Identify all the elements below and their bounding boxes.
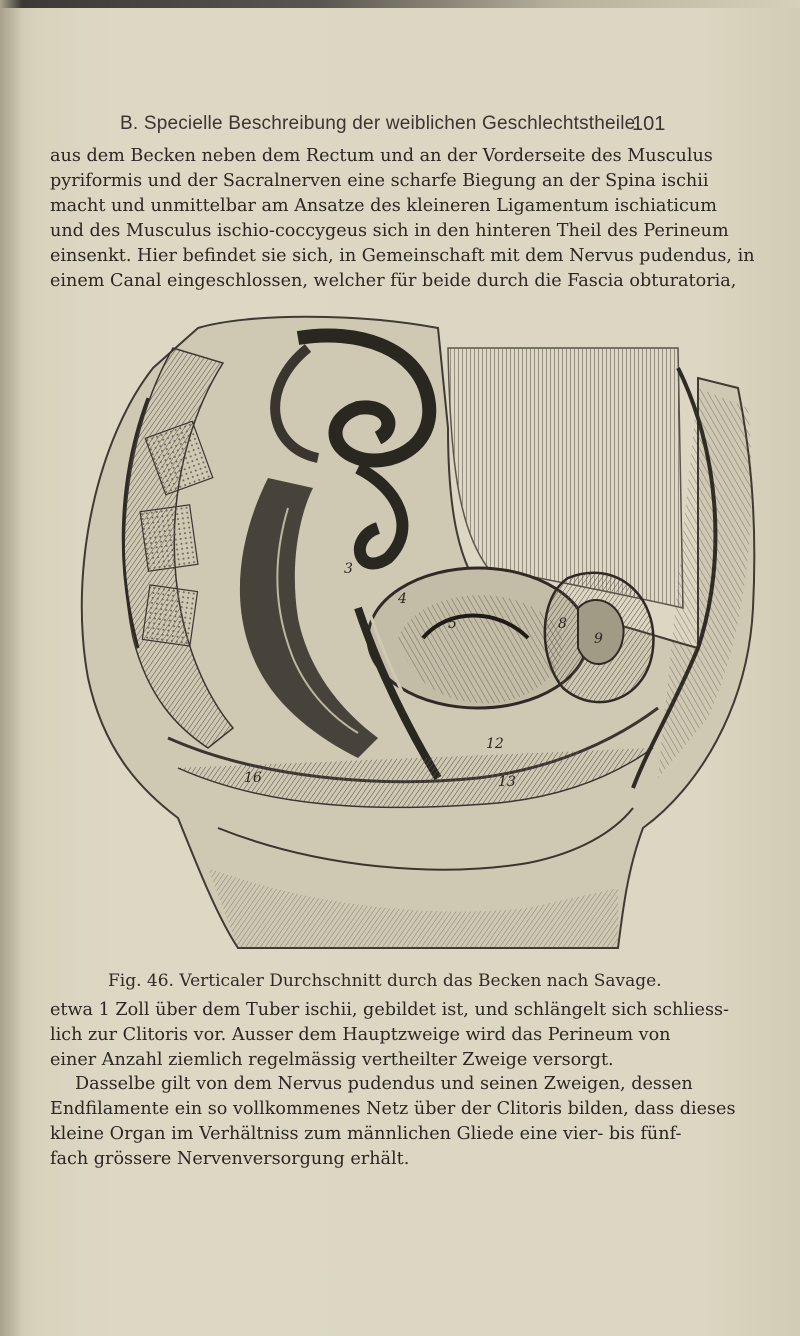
text-line: etwa 1 Zoll über dem Tuber ischii, gebildet ist, und schlängelt sich schliess-	[50, 1000, 729, 1020]
text-line: aus dem Becken neben dem Rectum und an der Vorderseite des Musculus	[50, 146, 713, 166]
text-line: fach grössere Nervenversorgung erhält.	[50, 1149, 410, 1169]
text-line: Endfilamente ein so vollkommenes Netz über der Clitoris bilden, dass dieses	[50, 1099, 736, 1119]
paragraph-after-figure	[50, 998, 729, 1073]
figure-label: 8	[558, 616, 567, 632]
paragraph-before-figure	[50, 144, 755, 294]
text-line: pyriformis und der Sacralnerven eine scharfe Biegung an der Spina ischii	[50, 171, 709, 191]
text-line: macht und unmittelbar am Ansatze des kleineren Ligamentum ischiaticum	[50, 196, 717, 216]
figure-label: 5	[448, 616, 457, 632]
text-line: und des Musculus ischio-coccygeus sich in den hinteren Theil des Perineum	[50, 221, 729, 241]
text-line: einsenkt. Hier befindet sie sich, in Gemeinschaft mit dem Nervus pudendus, in	[50, 246, 755, 266]
anatomical-figure	[58, 308, 770, 968]
figure-label: 16	[244, 770, 262, 786]
spine-shadow	[0, 0, 22, 1336]
figure-label: 13	[498, 774, 516, 790]
text-line: lich zur Clitoris vor. Ausser dem Hauptzweige wird das Perineum von	[50, 1025, 671, 1045]
pelvis-section-illustration	[58, 308, 770, 968]
figure-label: 4	[398, 591, 407, 607]
figure-label: 9	[594, 631, 603, 647]
text-line: einer Anzahl ziemlich regelmässig vertheilter Zweige versorgt.	[50, 1050, 614, 1070]
text-line: Dasselbe gilt von dem Nervus pudendus und seinen Zweigen, dessen	[75, 1074, 693, 1094]
final-paragraph	[50, 1072, 736, 1172]
running-title: B. Specielle Beschreibung der weiblichen Geschlechtstheile.	[120, 113, 641, 134]
figure-label: 12	[486, 736, 504, 752]
figure-label: 3	[344, 561, 353, 577]
page-number: 101	[632, 113, 666, 135]
page-top-edge	[0, 0, 800, 8]
running-head	[0, 113, 800, 143]
text-line: kleine Organ im Verhältniss zum männlichen Gliede eine vier- bis fünf-	[50, 1124, 682, 1144]
text-line: einem Canal eingeschlossen, welcher für beide durch die Fascia obturatoria,	[50, 271, 737, 291]
figure-caption: Fig. 46. Verticaler Durchschnitt durch das Becken nach Savage.	[108, 971, 662, 991]
